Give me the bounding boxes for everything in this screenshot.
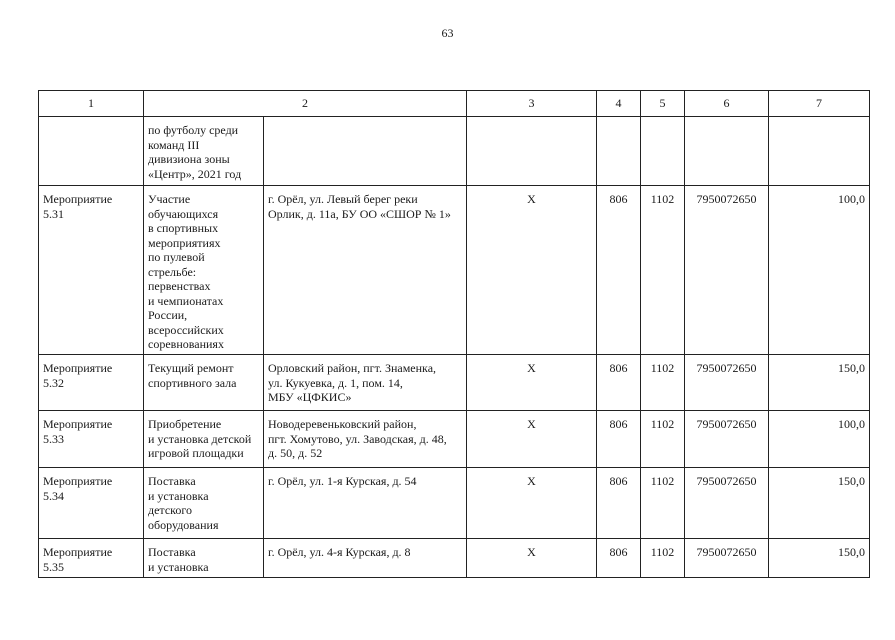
header-col-4: 4	[597, 91, 641, 117]
col7-cell: 150,0	[769, 468, 870, 539]
description-cell: Поставка и установка детского оборудования	[144, 468, 264, 539]
col7-cell: 100,0	[769, 411, 870, 468]
budget-table	[38, 90, 870, 578]
table-row	[39, 117, 870, 186]
description-cell: по футболу среди команд III дивизиона зоны «Центр», 2021 год	[144, 117, 264, 186]
col5-cell: 1102	[641, 411, 685, 468]
col3-cell: Х	[467, 186, 597, 355]
event-cell	[39, 117, 144, 186]
description-cell: Поставка и установка	[144, 539, 264, 578]
col4-cell: 806	[597, 355, 641, 411]
col5-cell: 1102	[641, 539, 685, 578]
col4-cell: 806	[597, 186, 641, 355]
col3-cell: Х	[467, 468, 597, 539]
col7-cell: 150,0	[769, 539, 870, 578]
header-col-7: 7	[769, 91, 870, 117]
page-number: 63	[441, 26, 454, 40]
table-row	[39, 411, 870, 468]
description-cell: Участие обучающихся в спортивных мероприятиях по пулевой стрельбе: первенствах и чемпионатах России, всероссийских соревнованиях	[144, 186, 264, 355]
event-cell: Мероприятие 5.34	[39, 468, 144, 539]
description-cell: Текущий ремонт спортивного зала	[144, 355, 264, 411]
col4-cell	[597, 117, 641, 186]
table-row	[39, 355, 870, 411]
header-col-5: 5	[641, 91, 685, 117]
col6-cell: 7950072650	[685, 468, 769, 539]
header-col-3: 3	[467, 91, 597, 117]
event-cell: Мероприятие 5.35	[39, 539, 144, 578]
table-row	[39, 186, 870, 355]
address-cell: Новодеревеньковский район, пгт. Хомутово, ул. Заводская, д. 48, д. 50, д. 52	[264, 411, 467, 468]
col4-cell: 806	[597, 539, 641, 578]
address-cell: Орловский район, пгт. Знаменка, ул. Кукуевка, д. 1, пом. 14, МБУ «ЦФКИС»	[264, 355, 467, 411]
address-cell	[264, 117, 467, 186]
col7-cell: 150,0	[769, 355, 870, 411]
col4-cell: 806	[597, 411, 641, 468]
table-row	[39, 539, 870, 578]
header-col-6: 6	[685, 91, 769, 117]
event-cell: Мероприятие 5.33	[39, 411, 144, 468]
address-cell: г. Орёл, ул. Левый берег реки Орлик, д. 11а, БУ ОО «СШОР № 1»	[264, 186, 467, 355]
event-cell: Мероприятие 5.31	[39, 186, 144, 355]
col3-cell: Х	[467, 355, 597, 411]
col6-cell: 7950072650	[685, 186, 769, 355]
col6-cell: 7950072650	[685, 355, 769, 411]
description-cell: Приобретение и установка детской игровой площадки	[144, 411, 264, 468]
col6-cell: 7950072650	[685, 411, 769, 468]
col3-cell: Х	[467, 411, 597, 468]
header-col-1: 1	[39, 91, 144, 117]
col6-cell: 7950072650	[685, 539, 769, 578]
col7-cell: 100,0	[769, 186, 870, 355]
col7-cell	[769, 117, 870, 186]
header-col-2: 2	[144, 91, 467, 117]
event-cell: Мероприятие 5.32	[39, 355, 144, 411]
col5-cell: 1102	[641, 186, 685, 355]
address-cell: г. Орёл, ул. 4-я Курская, д. 8	[264, 539, 467, 578]
header-row	[39, 91, 870, 117]
col5-cell	[641, 117, 685, 186]
address-cell: г. Орёл, ул. 1-я Курская, д. 54	[264, 468, 467, 539]
col4-cell: 806	[597, 468, 641, 539]
col3-cell	[467, 117, 597, 186]
col3-cell: Х	[467, 539, 597, 578]
col5-cell: 1102	[641, 355, 685, 411]
table-row	[39, 468, 870, 539]
col5-cell: 1102	[641, 468, 685, 539]
col6-cell	[685, 117, 769, 186]
